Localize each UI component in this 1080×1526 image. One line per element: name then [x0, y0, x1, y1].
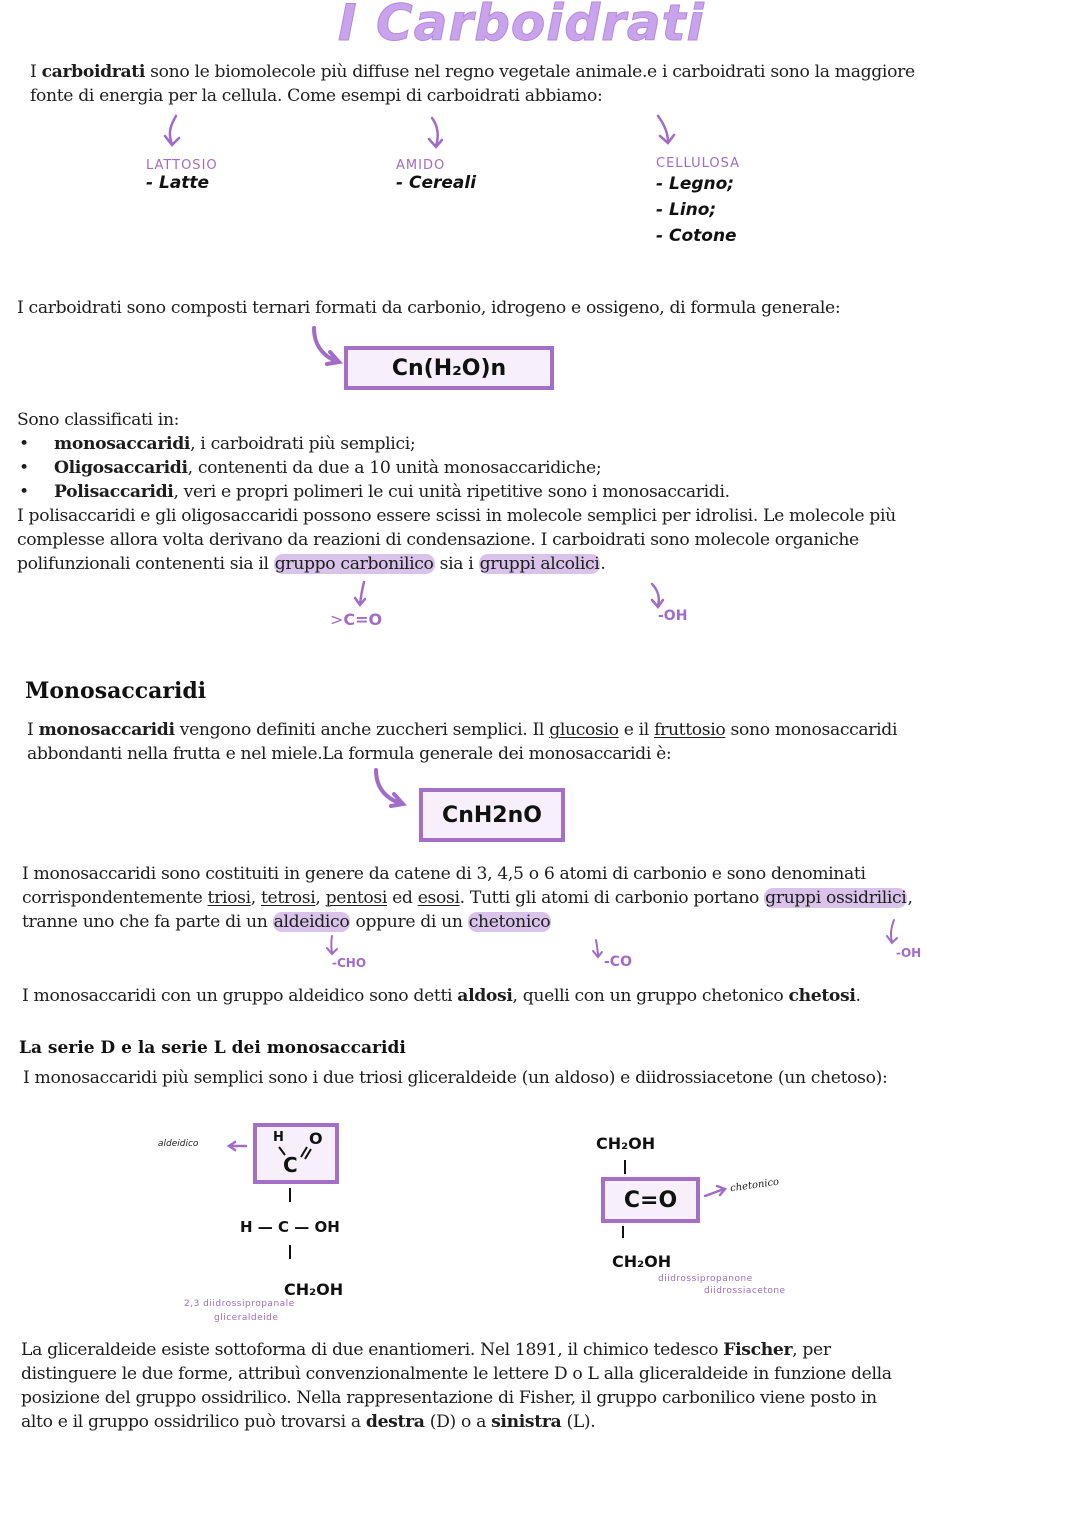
formula-box: CnH2nO: [419, 788, 565, 842]
page-title: I Carboidrati: [338, 0, 705, 52]
annotation-cho: -CHO: [332, 956, 367, 970]
highlight-aldeidico: aldeidico: [273, 912, 350, 932]
intro-line-2: fonte di energia per la cellula. Come esempi di carboidrati abbiamo:: [30, 86, 603, 106]
arrow-right-icon: [702, 1184, 730, 1200]
example-name: LATTOSIO: [146, 158, 218, 173]
example-item: - Lino;: [656, 200, 717, 220]
example-cellulosa: [656, 156, 740, 249]
atom-h: H: [273, 1130, 284, 1145]
underlined-triosi: triosi: [207, 888, 251, 908]
paragraph-line: posizione del gruppo ossidrilico. Nella rappresentazione di Fisher, il gruppo carbonilico viene posto in: [21, 1388, 877, 1408]
arrow-down-icon: [648, 582, 668, 610]
example-item: - Legno;: [656, 174, 735, 194]
monosaccaridi-paragraph-2: [22, 862, 913, 934]
paragraph-line: I monosaccaridi vengono definiti anche zuccheri semplici. Il glucosio e il fruttosio sono monosaccaridi: [27, 720, 898, 740]
underlined-fruttosio: fruttosio: [654, 720, 726, 740]
formula-box: Cn(H₂O)n: [344, 346, 554, 390]
bond-vertical: [622, 1226, 624, 1238]
intro-paragraph: [30, 60, 915, 108]
list-item: • Polisaccaridi, veri e propri polimeri le cui unità ripetitive sono i monosaccaridi.: [17, 480, 896, 504]
label-aldeidico: aldeidico: [158, 1139, 199, 1149]
group-ch2oh: CH₂OH: [284, 1280, 344, 1299]
example-item: - Cereali: [396, 173, 477, 193]
paragraph-line: I monosaccaridi sono costituiti in genere da catene di 3, 4,5 o 6 atomi di carbonio e sono denominati: [22, 864, 866, 884]
bond-vertical: [624, 1160, 626, 1174]
example-name: CELLULOSA: [656, 156, 741, 171]
composition-text: I carboidrati sono composti ternari formati da carbonio, idrogeno e ossigeno, di formula generale:: [17, 298, 841, 318]
underlined-glucosio: glucosio: [549, 720, 619, 740]
section-heading-serie: La serie D e la serie L dei monosaccaridi: [19, 1038, 406, 1058]
atom-o: O: [309, 1129, 323, 1148]
paragraph-line: polifunzionali contenenti sia il gruppo carbonilico sia i gruppi alcolici.: [17, 554, 606, 574]
arrow-left-icon: [226, 1140, 250, 1152]
section-heading-monosaccaridi: Monosaccaridi: [25, 678, 207, 704]
example-name: AMIDO: [396, 158, 446, 173]
caption-iupac: 2,3 diidrossipropanale: [184, 1299, 295, 1309]
paragraph-line: tranne uno che fa parte di un aldeidico oppure di un chetonico: [22, 912, 551, 932]
monosaccaridi-paragraph-1: [27, 718, 897, 766]
bond-vertical: [289, 1188, 291, 1202]
bond-vertical: [289, 1245, 291, 1259]
highlight-ossidrilici: gruppi ossidrilici: [765, 888, 907, 908]
annotation-co: -CO: [604, 954, 632, 970]
arrow-down-icon: [324, 934, 342, 958]
highlight-carbonilico: gruppo carbonilico: [274, 554, 434, 574]
chain-hcoh: H — C — OH: [240, 1218, 340, 1236]
annotation-carbonyl: >C=O: [330, 610, 383, 629]
classification-intro: Sono classificati in:: [17, 410, 180, 430]
highlight-alcolici: gruppi alcolici: [479, 554, 600, 574]
underlined-esosi: esosi: [417, 888, 460, 908]
paragraph-line: distinguere le due forme, attribuì convenzionalmente le lettere D o L alla gliceraldeide in funzione della: [21, 1364, 892, 1384]
serie-paragraph-1: I monosaccaridi più semplici sono i due triosi gliceraldeide (un aldoso) e diidrossiacetone (un chetoso):: [23, 1068, 888, 1088]
arrow-down-icon: [652, 114, 682, 150]
paragraph-line: abbondanti nella frutta e nel miele.La formula generale dei monosaccaridi è:: [27, 744, 672, 764]
highlight-chetonico: chetonico: [468, 912, 551, 932]
paragraph-line: alto e il gruppo ossidrilico può trovarsi a destra (D) o a sinistra (L).: [21, 1412, 596, 1432]
arrow-down-icon: [352, 580, 372, 608]
arrow-curved-icon: [308, 326, 348, 368]
example-item: - Latte: [146, 173, 210, 193]
annotation-hydroxyl: -OH: [658, 608, 688, 624]
list-item: • Oligosaccaridi, contenenti da due a 10 unità monosaccaridiche;: [17, 456, 896, 480]
underlined-tetrosi: tetrosi: [260, 888, 316, 908]
classification-section: [17, 408, 896, 576]
aldehyde-box: [253, 1123, 339, 1184]
caption-common: diidrossiacetone: [704, 1286, 786, 1296]
ketone-box: C=O: [601, 1177, 700, 1223]
intro-line-1: I carboidrati sono le biomolecole più diffuse nel regno vegetale animale.e i carboidrati sono la maggiore: [30, 62, 915, 82]
example-amido: [396, 158, 476, 193]
arrow-down-icon: [424, 116, 454, 152]
example-item: - Cotone: [656, 226, 737, 246]
group-ch2oh-top: CH₂OH: [596, 1134, 656, 1153]
serie-paragraph-2: [21, 1338, 892, 1434]
underlined-pentosi: pentosi: [325, 888, 387, 908]
caption-common: gliceraldeide: [214, 1313, 279, 1323]
group-ch2oh-bottom: CH₂OH: [612, 1252, 672, 1271]
classification-list: [17, 432, 896, 504]
arrow-down-icon: [884, 918, 902, 946]
label-chetonico: chetonico: [729, 1176, 780, 1195]
example-lattosio: [146, 158, 218, 193]
paragraph-line: La gliceraldeide esiste sottoforma di due enantiomeri. Nel 1891, il chimico tedesco Fischer, per: [21, 1340, 831, 1360]
atom-c: C: [283, 1153, 298, 1177]
paragraph-line: complesse allora volta derivano da reazioni di condensazione. I carboidrati sono molecole organiche: [17, 530, 859, 550]
monosaccaridi-paragraph-3: I monosaccaridi con un gruppo aldeidico sono detti aldosi, quelli con un gruppo chetonico chetosi.: [22, 986, 861, 1006]
list-item: • monosaccaridi, i carboidrati più semplici;: [17, 432, 896, 456]
arrow-down-icon: [160, 114, 190, 150]
annotation-oh: -OH: [896, 946, 922, 960]
paragraph-line: I polisaccaridi e gli oligosaccaridi possono essere scissi in molecole semplici per idrolisi. Le molecole più: [17, 506, 896, 526]
paragraph-line: corrispondentemente triosi, tetrosi, pentosi ed esosi. Tutti gli atomi di carbonio portano gruppi ossidrilici,: [22, 888, 913, 908]
caption-iupac: diidrossipropanone: [658, 1274, 753, 1284]
arrow-curved-icon: [372, 768, 412, 810]
